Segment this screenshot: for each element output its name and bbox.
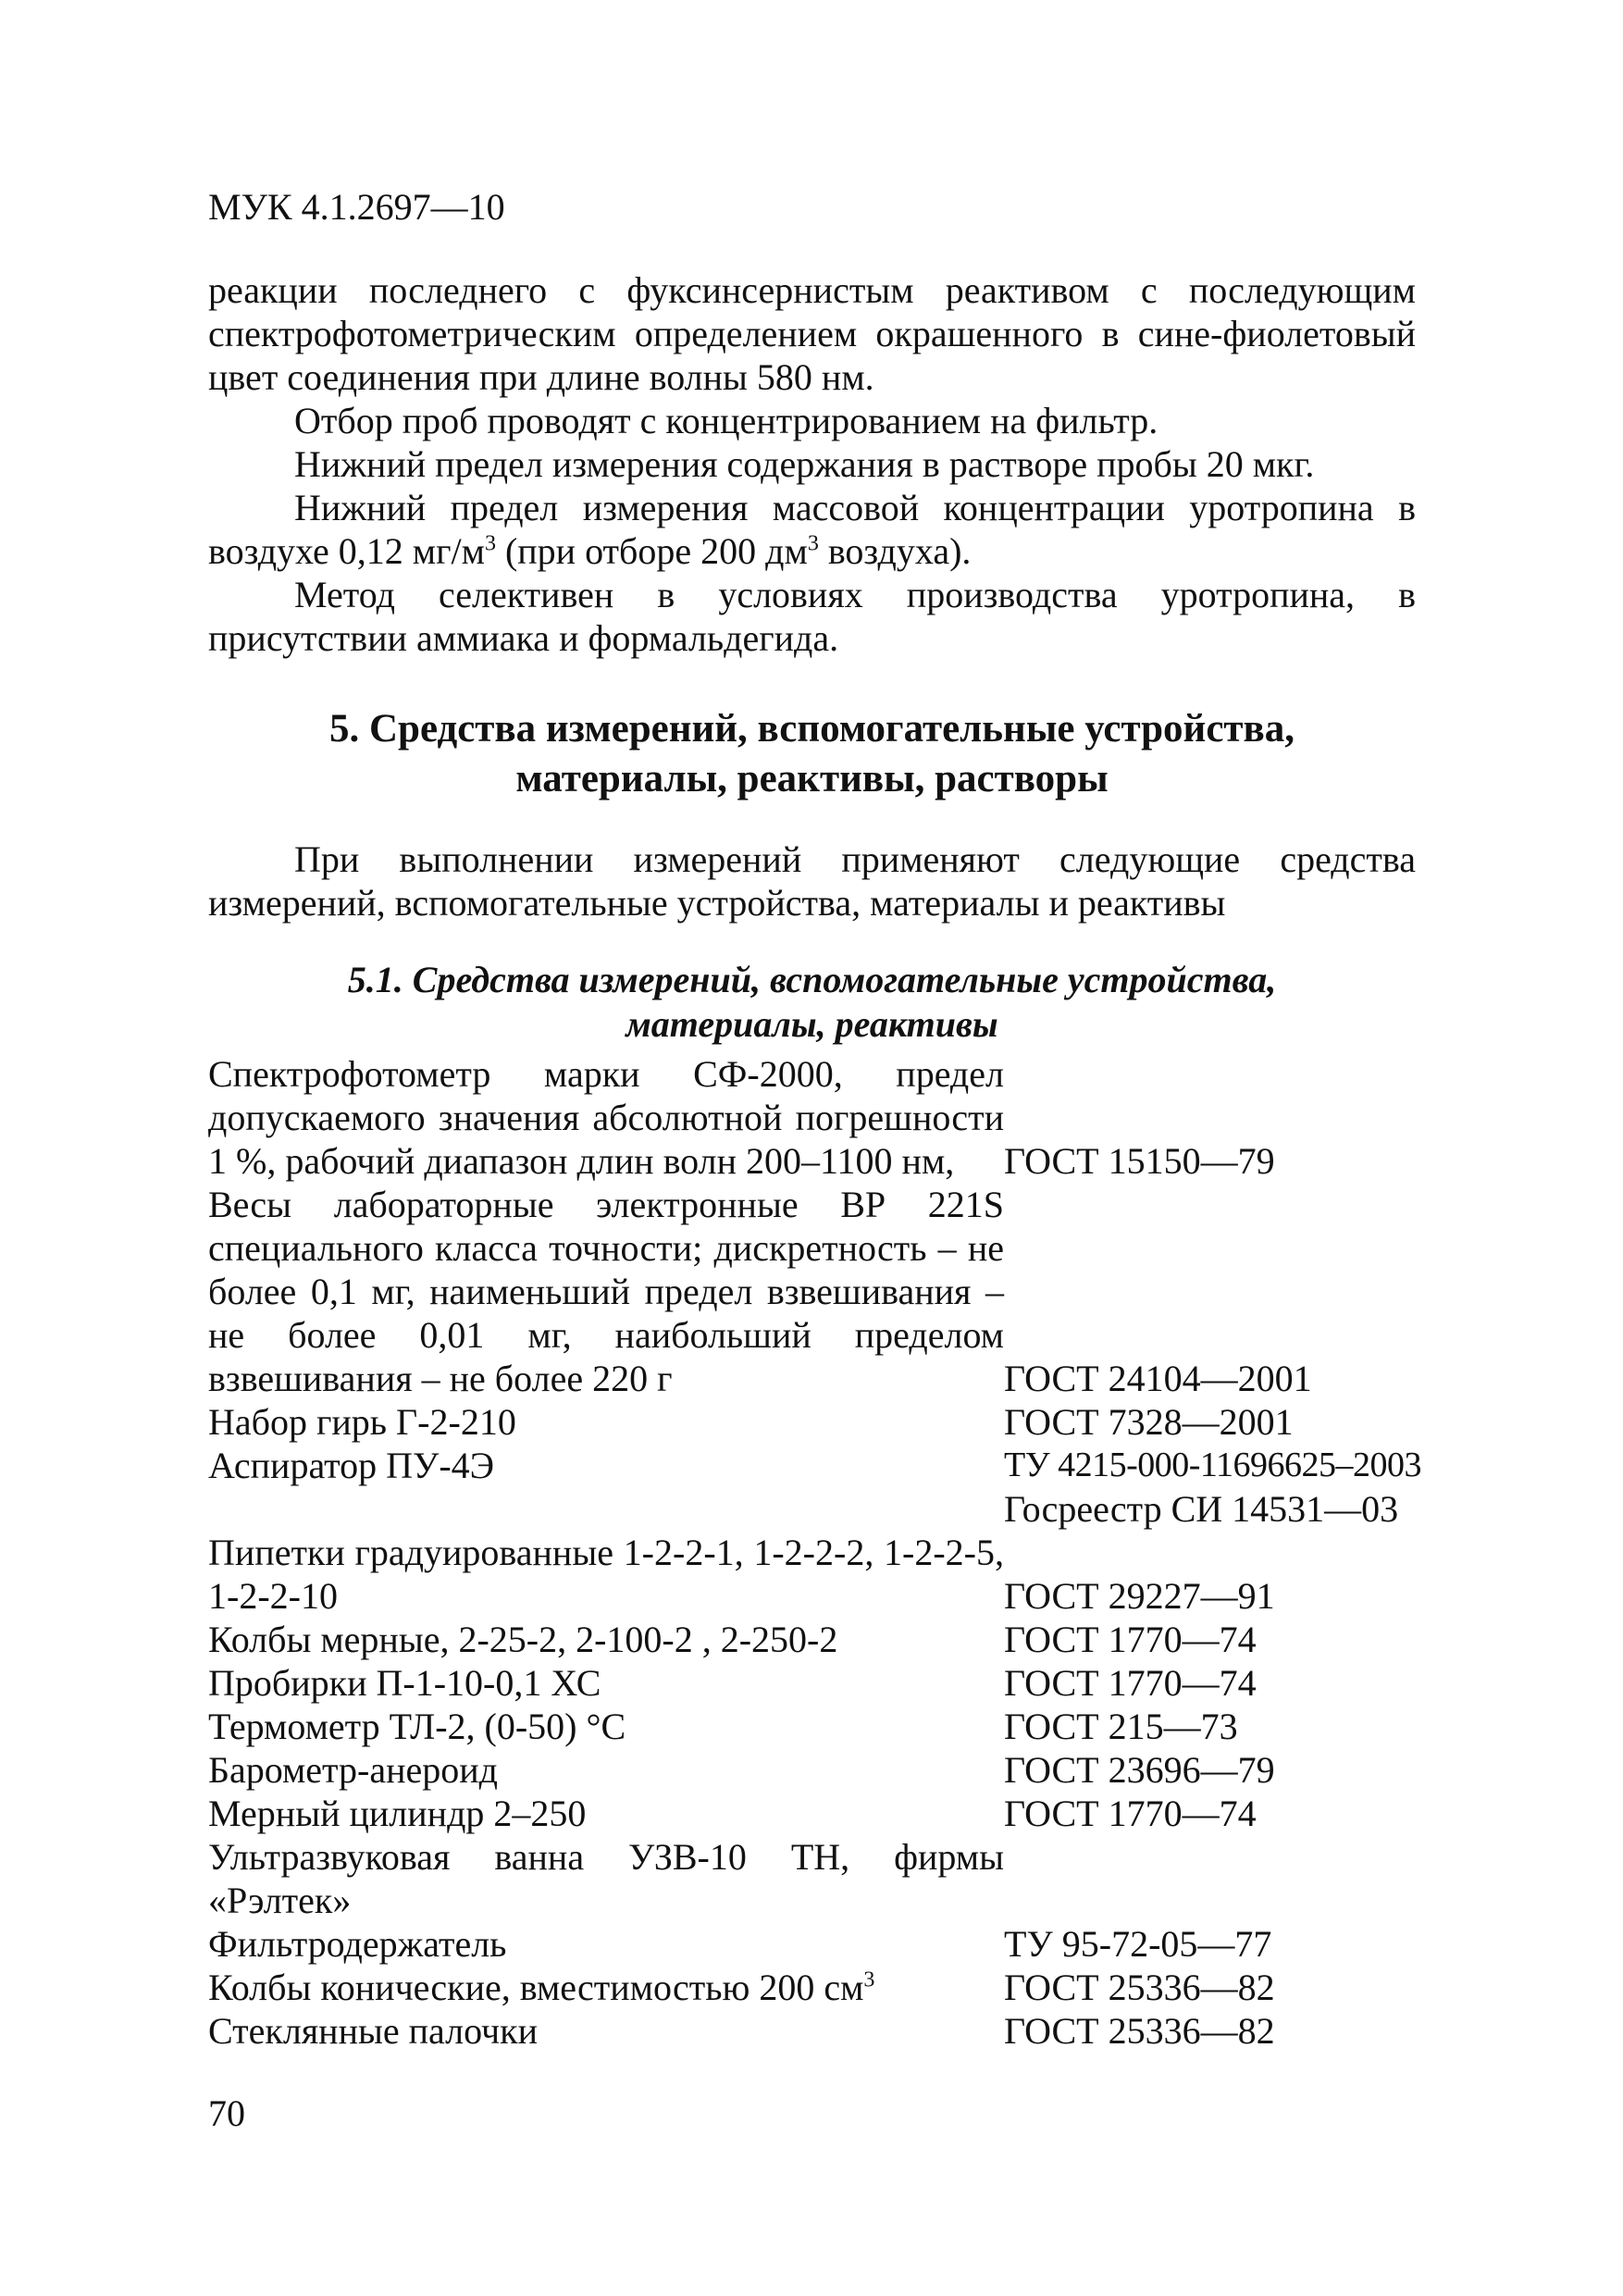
heading-line: материалы, реактивы, растворы [515,757,1109,800]
text-fragment: воздуха). [818,530,972,572]
superscript: 3 [484,531,496,556]
equipment-standard: ГОСТ 1770—74 [1004,1662,1257,1704]
equipment-name-text: Колбы конические, вместимостью 200 см [208,1967,864,2008]
section-5-intro: При выполнении измерений применяют следующие средства измерений, вспомогательные устройства, материалы и реактивы [208,838,1416,924]
equipment-name: Пипетки градуированные 1-2-2-1, 1-2-2-2, 1-2-2-5, 1-2-2-10 [208,1532,1004,1617]
text-fragment: (при отборе 200 дм [495,530,808,572]
equipment-standard: ГОСТ 23696—79 [1004,1749,1275,1791]
equipment-standard: ГОСТ 25336—82 [1004,2010,1275,2052]
section-5-heading [208,704,1416,804]
paragraph-selectivity: Метод селективен в условиях производства уротропина, в присутствии аммиака и формальдегида. [208,574,1416,659]
equipment-name [208,1487,1004,1531]
equipment-standard: ГОСТ 15150—79 [1004,1140,1275,1182]
equipment-name: Пробирки П-1-10-0,1 ХС [208,1662,601,1704]
subsection-5-1-heading [208,958,1416,1047]
equipment-standard: ГОСТ 1770—74 [1004,1793,1257,1834]
equipment-name: Стеклянные палочки [208,2010,539,2052]
equipment-name: Мерный цилиндр 2–250 [208,1793,587,1834]
equipment-name: Аспиратор ПУ-4Э [208,1445,495,1486]
paragraph-continuation: реакции последнего с фуксинсернистым реактивом с последующим спектрофотометрическим определением окрашенного в сине-фиолетовый цвет соединения при длине волны 580 нм. [208,269,1416,398]
equipment-name: Набор гирь Г-2-210 [208,1401,516,1443]
equipment-standard: ГОСТ 1770—74 [1004,1619,1257,1660]
equipment-standard: ТУ 95-72-05—77 [1004,1923,1272,1965]
paragraph-mass-concentration [208,486,1416,573]
equipment-name: Колбы мерные, 2-25-2, 2-100-2 , 2-250-2 [208,1619,838,1660]
equipment-name: Термометр ТЛ-2, (0-50) °С [208,1706,626,1747]
equipment-standard: ГОСТ 25336—82 [1004,1967,1275,2008]
paragraph-sampling: Отбор проб проводят с концентрированием на фильтр. [294,400,1158,441]
equipment-standard: ГОСТ 215—73 [1004,1706,1238,1747]
superscript: 3 [863,1967,875,1992]
running-header: МУК 4.1.2697—10 [208,186,505,228]
equipment-name: Фильтродержатель [208,1923,507,1965]
equipment-name: Весы лабораторные электронные ВР 221S специального класса точности; дискретность – не более 0,1 мг, наименьший предел взвешивания – не более 0,01 мг, наибольший пределом взвешивания – не более 220 г [208,1184,1004,1399]
equipment-name: Спектрофотометр марки СФ-2000, предел допускаемого значения абсолютной погрешности 1 %, рабочий диапазон длин волн 200–1100 нм, [208,1053,1004,1182]
equipment-name [208,1966,1004,2009]
equipment-standard: ГОСТ 29227—91 [1004,1575,1275,1617]
equipment-name: Ультразвуковая ванна УЗВ-10 ТН, фирмы «Рэлтек» [208,1836,1004,1921]
equipment-standard: ГОСТ 7328—2001 [1004,1401,1294,1443]
subheading-line: материалы, реактивы [626,1003,998,1045]
equipment-standard: ТУ 4215-000-11696625–2003 [1004,1446,1422,1484]
equipment-standard: Госреестр СИ 14531—03 [1004,1488,1399,1530]
text-fragment: Нижний предел измерения массовой концентрации уротропина в воздухе 0,12 мг/м [208,487,1416,572]
equipment-name: Барометр-анероид [208,1749,498,1791]
page-number: 70 [208,2092,245,2134]
page-body [208,268,1422,2053]
subheading-line: 5.1. Средства измерений, вспомогательные устройства, [347,959,1277,1000]
superscript: 3 [807,531,819,556]
equipment-list [208,1052,1422,2053]
equipment-standard: ГОСТ 24104—2001 [1004,1358,1312,1399]
heading-line: 5. Средства измерений, вспомогательные устройства, [328,707,1295,751]
paragraph-lower-limit: Нижний предел измерения содержания в растворе пробы 20 мкг. [294,443,1315,485]
